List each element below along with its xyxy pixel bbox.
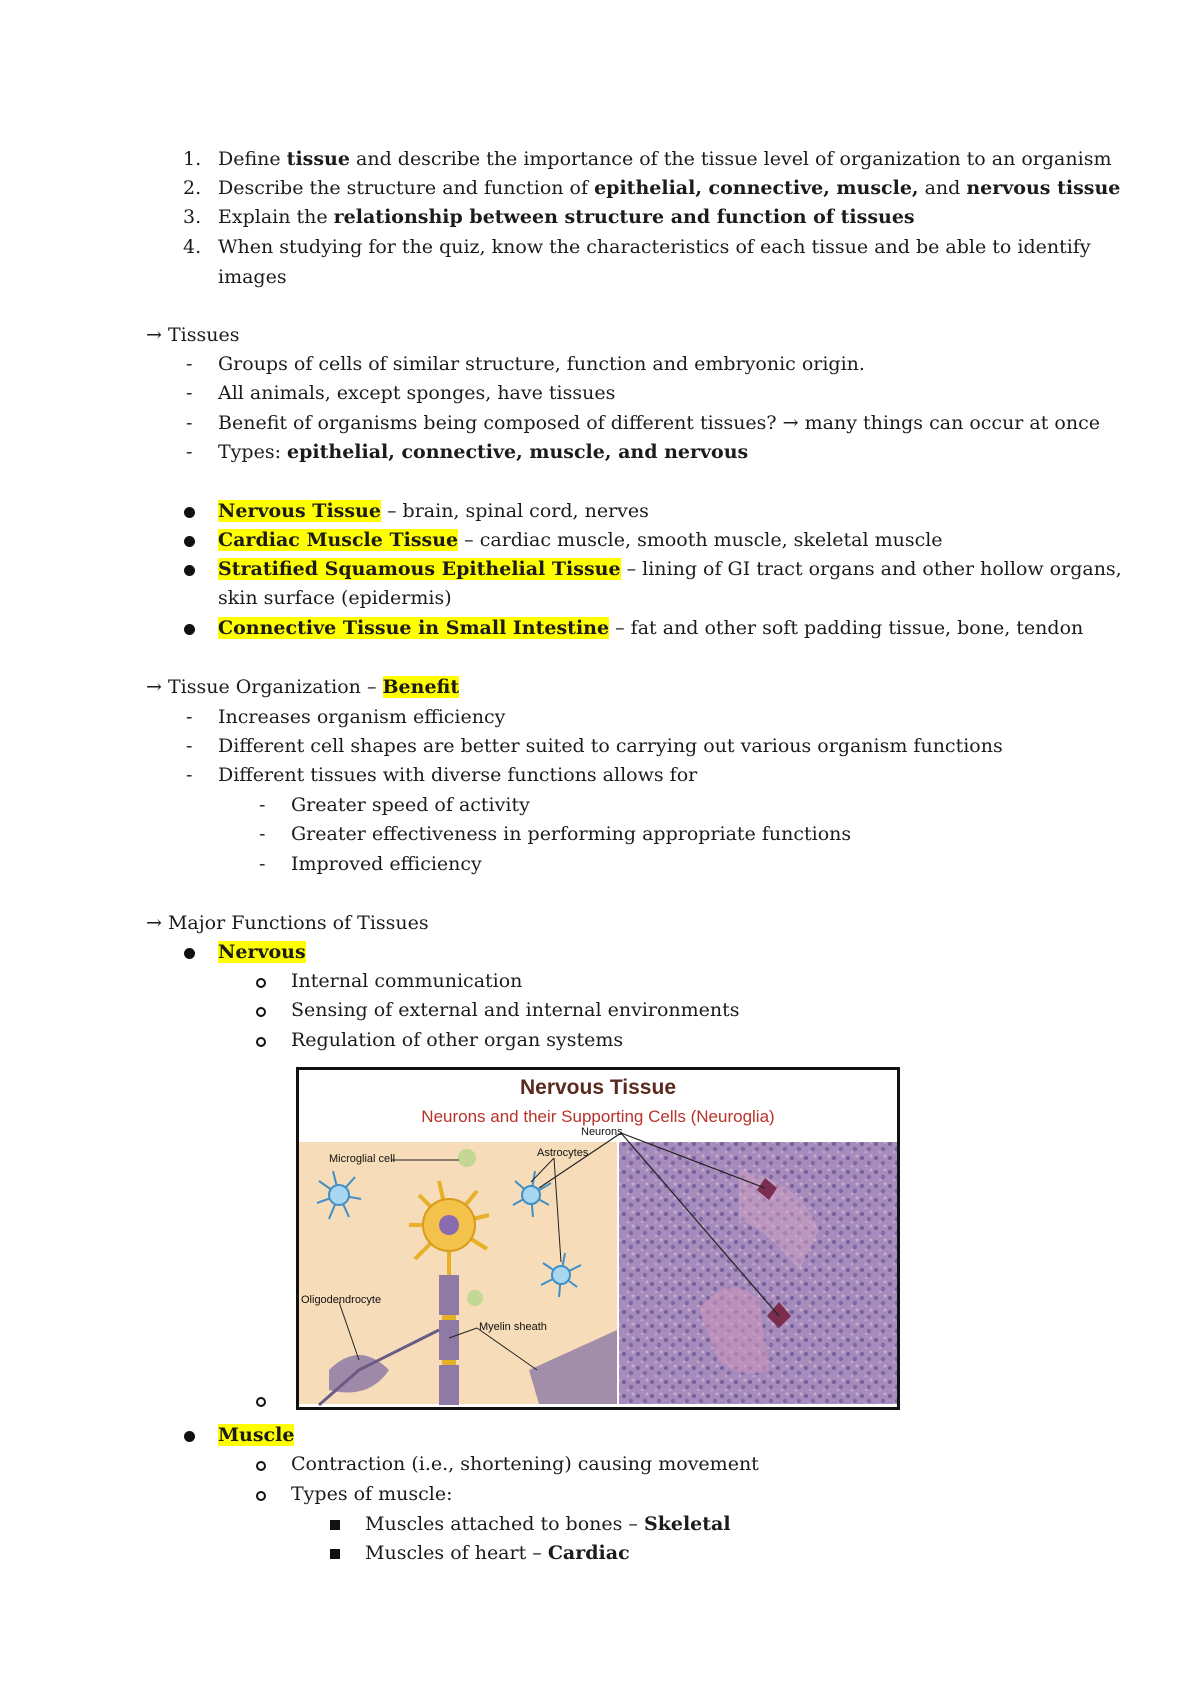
label-neurons: Neurons — [581, 1126, 623, 1138]
match-item-epithelial-continued: skin surface (epidermis) — [218, 587, 452, 609]
bullet-dot — [184, 948, 195, 959]
dash-bullet: - — [186, 382, 193, 404]
objective-4-continued: images — [218, 266, 287, 288]
dash-bullet: - — [186, 412, 193, 434]
label-myelin: Myelin sheath — [479, 1321, 547, 1333]
objective-3: Explain the relationship between structure and function of tissues — [218, 206, 915, 228]
dash-bullet: - — [259, 794, 266, 816]
tissues-heading: → Tissues — [146, 324, 240, 346]
functions-nervous-label: Nervous — [218, 941, 306, 963]
match-item-cardiac: Cardiac Muscle Tissue – cardiac muscle, smooth muscle, skeletal muscle — [218, 529, 943, 551]
match-item-connective: Connective Tissue in Small Intestine – fat and other soft padding tissue, bone, tendon — [218, 617, 1084, 639]
objective-4: When studying for the quiz, know the characteristics of each tissue and be able to identify — [218, 236, 1091, 258]
functions-heading: → Major Functions of Tissues — [146, 912, 429, 934]
match-item-epithelial: Stratified Squamous Epithelial Tissue – lining of GI tract organs and other hollow organs, — [218, 558, 1122, 580]
tissues-item: Groups of cells of similar structure, function and embryonic origin. — [218, 353, 865, 375]
organization-item: Different tissues with diverse functions allows for — [218, 764, 698, 786]
dash-bullet: - — [259, 823, 266, 845]
bullet-dot — [184, 507, 195, 518]
neuron-illustration — [299, 1070, 897, 1407]
organization-item: Increases organism efficiency — [218, 706, 506, 728]
bullet-dot — [184, 624, 195, 635]
circle-bullet — [256, 1037, 266, 1047]
tissues-item: All animals, except sponges, have tissues — [218, 382, 616, 404]
label-oligodendrocyte: Oligodendrocyte — [301, 1294, 382, 1306]
square-bullet — [330, 1549, 340, 1559]
nervous-function: Internal communication — [291, 970, 523, 992]
dash-bullet: - — [186, 735, 193, 757]
muscle-type-cardiac: Muscles of heart – Cardiac — [365, 1542, 630, 1564]
nervous-tissue-figure — [296, 1067, 900, 1410]
organization-subitem: Greater speed of activity — [291, 794, 530, 816]
objective-1: Define tissue and describe the importance of the tissue level of organization to an organism — [218, 148, 1112, 170]
match-item-nervous: Nervous Tissue – brain, spinal cord, nerves — [218, 500, 649, 522]
circle-bullet — [256, 1491, 266, 1501]
dash-bullet: - — [259, 853, 266, 875]
muscle-function: Contraction (i.e., shortening) causing movement — [291, 1453, 759, 1475]
functions-muscle-label: Muscle — [218, 1424, 295, 1446]
list-number: 2. — [183, 177, 202, 199]
label-microglial: Microglial cell — [329, 1153, 396, 1165]
dash-bullet: - — [186, 706, 193, 728]
dash-bullet: - — [186, 441, 193, 463]
muscle-function: Types of muscle: — [291, 1483, 453, 1505]
bullet-dot — [184, 536, 195, 547]
square-bullet — [330, 1520, 340, 1530]
tissues-types: Types: epithelial, connective, muscle, and nervous — [218, 441, 749, 463]
organization-heading: → Tissue Organization – Benefit — [146, 676, 460, 698]
circle-bullet — [256, 1461, 266, 1471]
dash-bullet: - — [186, 353, 193, 375]
organization-item: Different cell shapes are better suited to carrying out various organism functions — [218, 735, 1003, 757]
bullet-dot — [184, 565, 195, 576]
figure-subtitle: Neurons and their Supporting Cells (Neuroglia) — [421, 1107, 775, 1126]
label-astrocytes: Astrocytes — [537, 1147, 589, 1159]
bullet-dot — [184, 1431, 195, 1442]
figure-title: Nervous Tissue — [519, 1076, 676, 1099]
nervous-function: Regulation of other organ systems — [291, 1029, 624, 1051]
list-number: 1. — [183, 148, 202, 170]
list-number: 4. — [183, 236, 202, 258]
organization-subitem: Improved efficiency — [291, 853, 482, 875]
organization-subitem: Greater effectiveness in performing appropriate functions — [291, 823, 852, 845]
circle-bullet — [256, 978, 266, 988]
nervous-function: Sensing of external and internal environments — [291, 999, 740, 1021]
circle-bullet — [256, 1007, 266, 1017]
objective-2: Describe the structure and function of epithelial, connective, muscle, and nervous tissue — [218, 177, 1121, 199]
list-number: 3. — [183, 206, 202, 228]
circle-bullet — [256, 1397, 266, 1407]
dash-bullet: - — [186, 764, 193, 786]
muscle-type-skeletal: Muscles attached to bones – Skeletal — [365, 1513, 731, 1535]
tissues-item: Benefit of organisms being composed of different tissues? → many things can occur at once — [218, 412, 1100, 434]
